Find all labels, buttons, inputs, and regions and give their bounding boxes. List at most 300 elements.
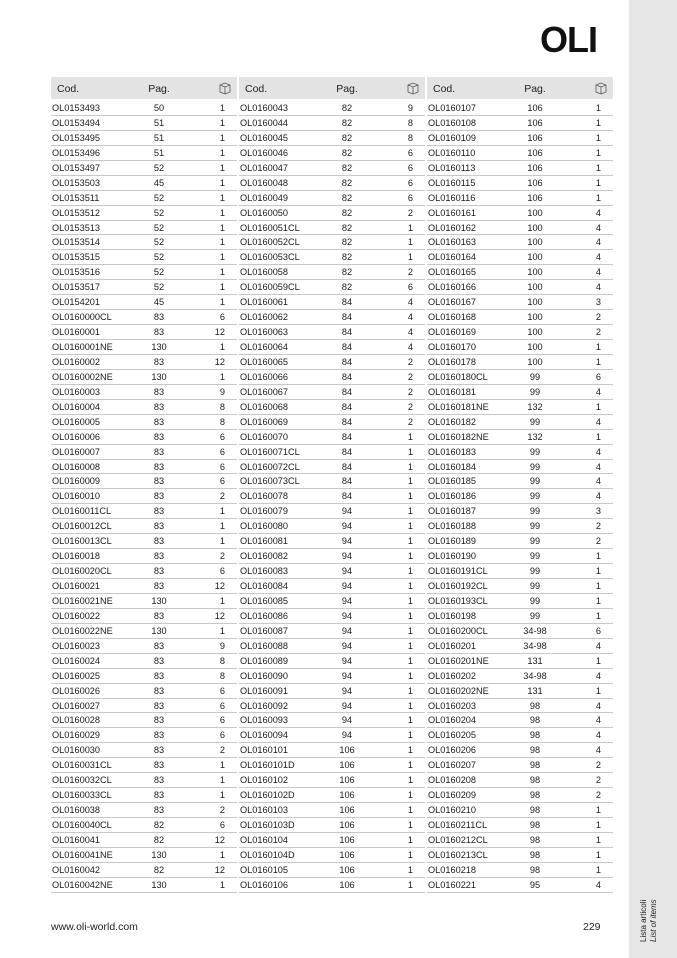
item-code: OL0160052CL: [240, 237, 300, 248]
item-quantity: 1: [219, 117, 225, 128]
table-row: [51, 818, 237, 833]
item-code: OL0160218: [428, 864, 477, 875]
table-row: [51, 594, 237, 609]
table-row: [51, 280, 237, 295]
table-row: [239, 430, 425, 445]
item-quantity: 1: [595, 849, 601, 860]
item-quantity: 1: [407, 506, 413, 517]
item-quantity: 6: [219, 685, 225, 696]
item-page: 82: [341, 132, 353, 143]
item-code: OL0160000CL: [52, 312, 112, 323]
table-row: [427, 460, 613, 475]
item-code: OL0160202NE: [428, 685, 489, 696]
item-code: OL0160165: [428, 267, 477, 278]
item-quantity: 4: [407, 297, 413, 308]
table-row: [427, 833, 613, 848]
item-page: 94: [341, 536, 353, 547]
item-code: OL0160047: [240, 162, 289, 173]
item-page: 100: [527, 267, 543, 278]
item-quantity: 12: [214, 610, 225, 621]
item-quantity: 4: [595, 416, 601, 427]
table-row: [427, 221, 613, 236]
item-quantity: 4: [595, 491, 601, 502]
item-page: 94: [341, 610, 353, 621]
table-row: [239, 848, 425, 863]
item-quantity: 1: [595, 177, 601, 188]
item-code: OL0160001NE: [52, 342, 113, 352]
table-row: [51, 549, 237, 564]
item-page: 100: [527, 252, 543, 263]
table-row: [427, 519, 613, 534]
item-page: 83: [153, 655, 165, 666]
header-pag: Pag.: [524, 83, 546, 95]
item-page: 94: [341, 640, 353, 651]
item-code: OL0160011CL: [52, 506, 112, 517]
table-row: [51, 385, 237, 400]
item-page: 94: [341, 506, 353, 517]
table-row: [427, 684, 613, 699]
item-code: OL0160064: [240, 342, 289, 352]
item-code: OL0160081: [240, 536, 289, 547]
item-page: 98: [529, 834, 541, 845]
item-quantity: 9: [219, 640, 225, 651]
table-row: [239, 743, 425, 758]
item-quantity: 4: [595, 207, 601, 218]
table-row: [51, 773, 237, 788]
item-code: OL0160042: [52, 864, 101, 875]
item-code: OL0153497: [52, 162, 101, 173]
item-code: OL0160030: [52, 745, 101, 756]
item-page: 98: [529, 760, 541, 771]
item-quantity: 6: [219, 446, 225, 457]
table-row: [427, 474, 613, 489]
item-code: OL0160010: [52, 491, 101, 502]
item-page: 98: [529, 849, 541, 860]
item-page: 84: [341, 491, 353, 502]
item-page: 82: [341, 103, 353, 113]
item-page: 98: [529, 775, 541, 786]
item-code: OL0160022: [52, 610, 101, 621]
item-page: 98: [529, 730, 541, 741]
table-row: [239, 445, 425, 460]
item-quantity: 12: [214, 834, 225, 845]
item-code: OL0160188: [428, 521, 477, 532]
item-page: 132: [527, 431, 543, 442]
item-code: OL0160108: [428, 117, 477, 128]
item-code: OL0160007: [52, 446, 101, 457]
item-code: OL0160181NE: [428, 401, 489, 412]
item-code: OL0160166: [428, 282, 477, 293]
item-page: 99: [529, 581, 541, 591]
header-cod: Cod.: [57, 83, 80, 95]
item-quantity: 8: [219, 416, 225, 427]
table-row: [51, 639, 237, 654]
table-row: [427, 773, 613, 788]
item-page: 100: [527, 312, 543, 323]
item-code: OL0160085: [240, 595, 289, 606]
table-row: [427, 400, 613, 415]
item-code: OL0160009: [52, 476, 101, 487]
table-row: [51, 728, 237, 743]
item-quantity: 1: [219, 536, 225, 547]
section-label-en: List of items: [649, 899, 658, 942]
table-row: [239, 161, 425, 176]
item-code: OL0153503: [52, 177, 101, 188]
item-quantity: 6: [407, 162, 413, 173]
table-row: [51, 848, 237, 863]
item-page: 83: [153, 521, 165, 532]
table-row: [239, 146, 425, 161]
item-code: OL0160168: [428, 312, 477, 323]
item-page: 94: [341, 566, 353, 577]
item-page: 131: [527, 685, 543, 696]
item-page: 83: [153, 327, 165, 338]
item-page: 82: [341, 237, 353, 248]
item-page: 52: [153, 222, 165, 233]
item-code: OL0160164: [428, 252, 477, 263]
item-quantity: 1: [219, 790, 225, 801]
item-page: 83: [153, 581, 165, 591]
item-page: 52: [153, 267, 165, 278]
item-quantity: 1: [219, 252, 225, 263]
item-page: 100: [527, 237, 543, 248]
table-row: [51, 878, 237, 893]
item-page: 83: [153, 356, 165, 367]
item-quantity: 4: [407, 312, 413, 323]
website-link[interactable]: www.oli-world.com: [51, 921, 138, 933]
item-page: 84: [341, 446, 353, 457]
table-row: [239, 355, 425, 370]
item-code: OL0160181: [428, 386, 477, 397]
item-code: OL0153495: [52, 132, 101, 143]
item-page: 83: [153, 506, 165, 517]
item-quantity: 8: [407, 132, 413, 143]
item-code: OL0153511: [52, 192, 100, 203]
table-row: [427, 370, 613, 385]
item-quantity: 4: [595, 745, 601, 756]
item-page: 83: [153, 551, 165, 562]
item-page: 51: [153, 147, 165, 158]
item-page: 99: [529, 386, 541, 397]
item-quantity: 2: [595, 536, 601, 547]
item-quantity: 4: [595, 252, 601, 263]
item-code: OL0153517: [52, 282, 101, 293]
header-pag: Pag.: [148, 83, 170, 95]
table-row: [427, 191, 613, 206]
item-code: OL0160021NE: [52, 595, 113, 606]
item-code: OL0160208: [428, 775, 477, 786]
item-quantity: 1: [407, 715, 413, 726]
item-code: OL0160020CL: [52, 566, 112, 577]
table-row: [239, 400, 425, 415]
item-page: 45: [153, 177, 165, 188]
item-page: 83: [153, 805, 165, 816]
item-quantity: 1: [219, 760, 225, 771]
item-code: OL0160189: [428, 536, 477, 547]
table-row: [427, 280, 613, 295]
item-page: 83: [153, 700, 165, 711]
item-quantity: 4: [595, 386, 601, 397]
item-code: OL0160023: [52, 640, 101, 651]
item-page: 52: [153, 252, 165, 263]
item-page: 83: [153, 775, 165, 786]
item-quantity: 12: [214, 864, 225, 875]
item-quantity: 4: [595, 237, 601, 248]
table-row: [51, 579, 237, 594]
item-code: OL0160031CL: [52, 760, 112, 771]
items-column-2: [239, 77, 425, 893]
item-quantity: 1: [219, 162, 225, 173]
item-page: 50: [153, 103, 165, 113]
table-row: [51, 609, 237, 624]
item-page: 83: [153, 566, 165, 577]
table-row: [427, 788, 613, 803]
item-page: 82: [153, 864, 165, 875]
table-row: [427, 594, 613, 609]
item-quantity: 1: [595, 431, 601, 442]
item-page: 98: [529, 820, 541, 830]
header-cod: Cod.: [245, 83, 268, 95]
item-quantity: 1: [407, 551, 413, 562]
table-row: [427, 116, 613, 131]
item-code: OL0160115: [428, 177, 476, 188]
table-row: [51, 743, 237, 758]
item-quantity: 1: [219, 237, 225, 248]
table-row: [239, 325, 425, 340]
item-quantity: 1: [595, 147, 601, 158]
item-code: OL0160043: [240, 103, 289, 113]
item-code: OL0160104: [240, 834, 289, 845]
table-row: [51, 415, 237, 430]
table-row: [427, 176, 613, 191]
table-row: [239, 176, 425, 191]
item-code: OL0160072CL: [240, 461, 300, 472]
item-quantity: 1: [595, 342, 601, 352]
item-page: 100: [527, 356, 543, 367]
item-quantity: 1: [407, 700, 413, 711]
table-row: [427, 265, 613, 280]
table-row: [239, 728, 425, 743]
item-quantity: 1: [595, 103, 601, 113]
item-quantity: 6: [407, 192, 413, 203]
item-code: OL0160161: [428, 207, 477, 218]
item-code: OL0160182NE: [428, 431, 489, 442]
table-row: [427, 295, 613, 310]
item-code: OL0160002: [52, 356, 101, 367]
table-row: [427, 803, 613, 818]
item-quantity: 1: [407, 625, 413, 636]
item-quantity: 4: [595, 715, 601, 726]
item-quantity: 2: [219, 491, 225, 502]
item-code: OL0160209: [428, 790, 477, 801]
item-quantity: 1: [407, 461, 413, 472]
item-page: 98: [529, 790, 541, 801]
item-page: 98: [529, 700, 541, 711]
item-quantity: 1: [219, 775, 225, 786]
item-code: OL0160026: [52, 685, 101, 696]
item-quantity: 9: [407, 103, 413, 113]
table-row: [427, 430, 613, 445]
item-quantity: 1: [407, 805, 413, 816]
item-page: 99: [529, 416, 541, 427]
table-row: [427, 415, 613, 430]
item-quantity: 1: [219, 849, 225, 860]
table-row: [239, 206, 425, 221]
item-quantity: 1: [595, 655, 601, 666]
table-row: [239, 654, 425, 669]
item-page: 83: [153, 446, 165, 457]
item-code: OL0160005: [52, 416, 101, 427]
table-row: [51, 803, 237, 818]
item-code: OL0160068: [240, 401, 289, 412]
table-row: [239, 295, 425, 310]
item-quantity: 1: [407, 820, 413, 830]
item-page: 83: [153, 640, 165, 651]
item-page: 94: [341, 685, 353, 696]
item-code: OL0160178: [428, 356, 477, 367]
item-code: OL0160040CL: [52, 820, 112, 830]
item-page: 100: [527, 222, 543, 233]
table-row: [239, 773, 425, 788]
item-code: OL0160221: [428, 879, 477, 890]
table-row: [427, 624, 613, 639]
item-code: OL0160001: [52, 327, 101, 338]
item-code: OL0160038: [52, 805, 101, 816]
item-quantity: 1: [219, 506, 225, 517]
item-code: OL0160048: [240, 177, 289, 188]
table-row: [427, 355, 613, 370]
item-code: OL0160094: [240, 730, 289, 741]
table-row: [239, 878, 425, 893]
table-row: [51, 684, 237, 699]
item-quantity: 6: [407, 147, 413, 158]
item-quantity: 1: [595, 610, 601, 621]
item-page: 106: [339, 820, 355, 830]
item-page: 82: [341, 207, 353, 218]
item-quantity: 8: [407, 117, 413, 128]
table-row: [51, 250, 237, 265]
table-row: [239, 669, 425, 684]
table-row: [427, 235, 613, 250]
table-row: [51, 564, 237, 579]
oli-logo: [540, 22, 602, 54]
item-page: 83: [153, 416, 165, 427]
item-code: OL0160066: [240, 371, 289, 382]
table-row: [51, 624, 237, 639]
item-page: 94: [341, 730, 353, 741]
item-code: OL0160162: [428, 222, 477, 233]
item-quantity: 4: [407, 327, 413, 338]
table-row: [51, 161, 237, 176]
table-row: [51, 235, 237, 250]
item-code: OL0160198: [428, 610, 477, 621]
item-page: 83: [153, 760, 165, 771]
item-code: OL0160022NE: [52, 625, 113, 636]
table-row: [239, 265, 425, 280]
item-page: 99: [529, 461, 541, 472]
table-row: [427, 878, 613, 893]
item-page: 100: [527, 327, 543, 338]
table-row: [239, 758, 425, 773]
item-quantity: 4: [595, 282, 601, 293]
item-code: OL0154201: [52, 297, 101, 308]
item-quantity: 1: [219, 103, 225, 113]
item-page: 84: [341, 371, 353, 382]
item-code: OL0160102D: [240, 790, 295, 801]
item-quantity: 1: [407, 640, 413, 651]
item-page: 106: [339, 849, 355, 860]
item-page: 83: [153, 312, 165, 323]
table-row: [239, 788, 425, 803]
item-quantity: 4: [595, 476, 601, 487]
item-code: OL0160029: [52, 730, 101, 741]
item-page: 82: [341, 252, 353, 263]
item-code: OL0160086: [240, 610, 289, 621]
item-quantity: 2: [407, 386, 413, 397]
item-code: OL0153515: [52, 252, 101, 263]
item-quantity: 1: [219, 595, 225, 606]
table-row: [427, 325, 613, 340]
item-quantity: 1: [595, 551, 601, 562]
item-code: OL0160210: [428, 805, 477, 816]
item-quantity: 4: [595, 700, 601, 711]
table-row: [239, 818, 425, 833]
table-row: [51, 758, 237, 773]
item-page: 94: [341, 655, 353, 666]
item-quantity: 6: [219, 431, 225, 442]
item-code: OL0160008: [52, 461, 101, 472]
table-row: [51, 699, 237, 714]
item-page: 84: [341, 431, 353, 442]
item-page: 84: [341, 401, 353, 412]
table-row: [427, 743, 613, 758]
item-code: OL0160113: [428, 162, 476, 173]
item-page: 99: [529, 536, 541, 547]
item-quantity: 1: [219, 282, 225, 293]
item-quantity: 4: [595, 461, 601, 472]
item-code: OL0160107: [428, 103, 477, 113]
table-row: [51, 788, 237, 803]
table-row: [427, 728, 613, 743]
item-page: 82: [341, 177, 353, 188]
table-row: [51, 863, 237, 878]
table-row: [51, 310, 237, 325]
item-page: 83: [153, 431, 165, 442]
item-quantity: 1: [219, 879, 225, 890]
table-row: [51, 340, 237, 355]
item-code: OL0160071CL: [240, 446, 300, 457]
table-row: [239, 639, 425, 654]
item-code: OL0160103: [240, 805, 289, 816]
section-label: [639, 899, 659, 942]
item-page: 98: [529, 864, 541, 875]
item-code: OL0160167: [428, 297, 477, 308]
item-quantity: 6: [407, 177, 413, 188]
item-quantity: 1: [219, 132, 225, 143]
item-page: 52: [153, 282, 165, 293]
item-quantity: 6: [219, 566, 225, 577]
item-code: OL0160207: [428, 760, 477, 771]
table-row: [427, 848, 613, 863]
table-row: [239, 863, 425, 878]
item-code: OL0160110: [428, 147, 476, 158]
table-row: [427, 146, 613, 161]
table-row: [239, 594, 425, 609]
header-pag: Pag.: [336, 83, 358, 95]
table-row: [239, 564, 425, 579]
item-page: 106: [339, 775, 355, 786]
item-code: OL0160028: [52, 715, 101, 726]
